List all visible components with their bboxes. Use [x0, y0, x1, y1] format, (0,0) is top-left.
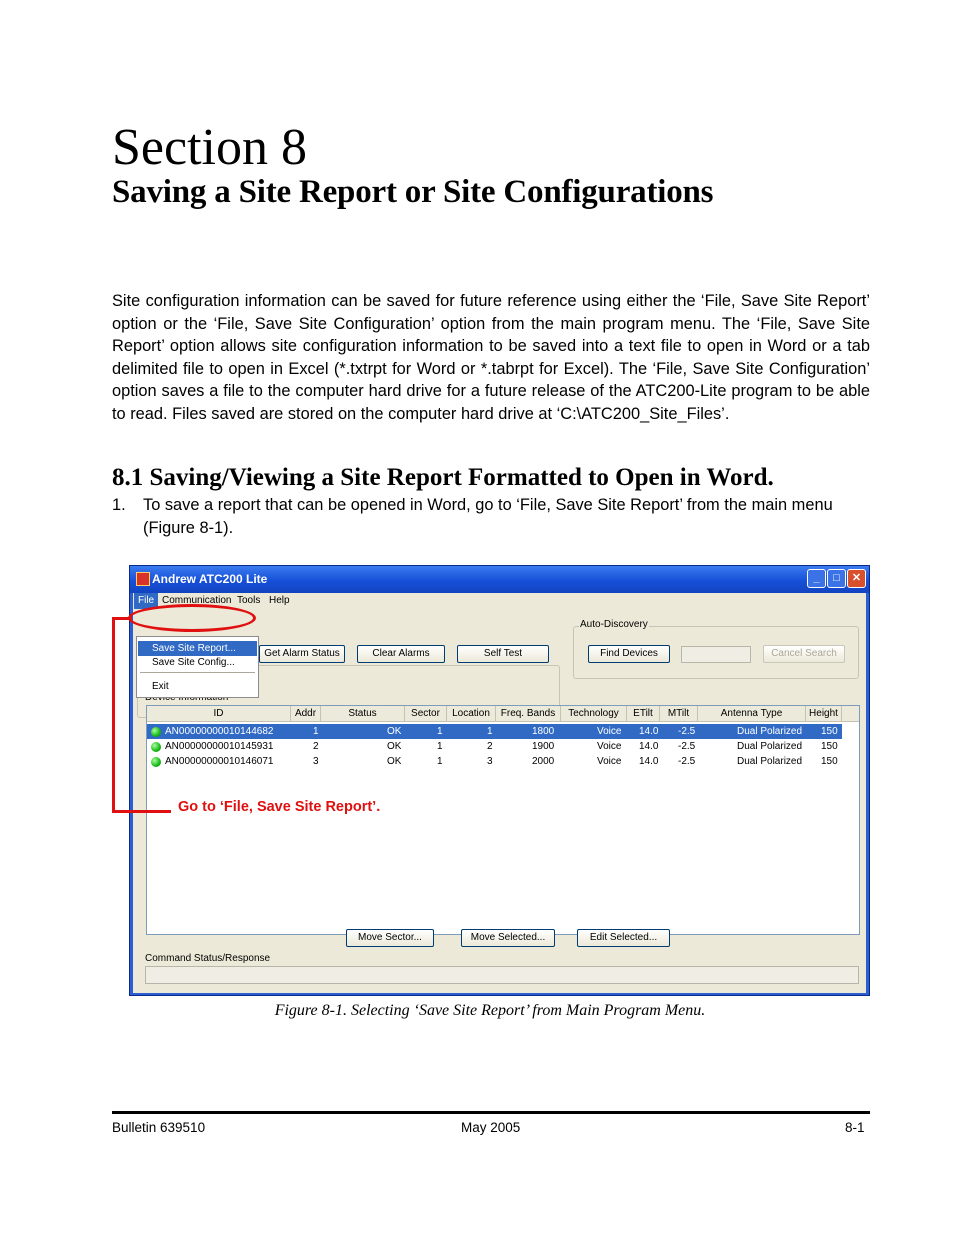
step-number: 1. [112, 496, 126, 514]
cell-status: OK [387, 726, 402, 737]
table-row[interactable] [147, 724, 842, 739]
command-status-label: Command Status/Response [145, 953, 271, 964]
cell-antenna: Dual Polarized [737, 756, 803, 767]
move-sector-button[interactable]: Move Sector... [346, 929, 434, 947]
col-mtilt[interactable]: MTilt [660, 706, 698, 722]
cell-etilt: 14.0 [639, 726, 659, 737]
highlight-ellipse [128, 604, 256, 632]
cell-addr: 1 [313, 726, 319, 737]
self-test-button[interactable]: Self Test [457, 645, 549, 663]
menu-help[interactable]: Help [269, 595, 290, 606]
cell-sector: 1 [437, 726, 443, 737]
cell-mtilt: -2.5 [678, 726, 696, 737]
cell-id: AN00000000010146071 [165, 756, 274, 767]
status-ok-icon [151, 757, 161, 767]
menu-communication[interactable]: Communication [162, 595, 232, 606]
cell-location: 1 [487, 726, 493, 737]
auto-discovery-label: Auto-Discovery [580, 619, 648, 630]
cell-mtilt: -2.5 [678, 756, 696, 767]
cell-antenna: Dual Polarized [737, 726, 803, 737]
command-status-field [145, 966, 859, 984]
cell-freq: 2000 [532, 756, 555, 767]
step-text: To save a report that can be opened in Word, go to ‘File, Save Site Report’ from the main menu (Figure 8-1). [143, 496, 833, 537]
cell-tech: Voice [597, 741, 622, 752]
menu-bar [133, 593, 866, 609]
cell-tech: Voice [597, 756, 622, 767]
move-selected-button[interactable]: Move Selected... [461, 929, 555, 947]
find-devices-button[interactable]: Find Devices [588, 645, 670, 663]
cell-etilt: 14.0 [639, 741, 659, 752]
menu-file[interactable]: File [134, 593, 158, 609]
col-location[interactable]: Location [447, 706, 496, 722]
section-subtitle: Saving a Site Report or Site Configurations [112, 174, 714, 210]
clear-alarms-button[interactable]: Clear Alarms [357, 645, 445, 663]
edit-selected-button[interactable]: Edit Selected... [577, 929, 670, 947]
col-antenna-type[interactable]: Antenna Type [698, 706, 806, 722]
table-row[interactable] [147, 739, 842, 754]
app-window [129, 565, 870, 996]
device-list-header [147, 706, 859, 722]
table-row[interactable] [147, 754, 842, 769]
title-bar [130, 566, 869, 593]
cell-location: 3 [487, 756, 493, 767]
col-addr[interactable]: Addr [291, 706, 321, 722]
cell-location: 2 [487, 741, 493, 752]
get-alarm-status-button[interactable]: Get Alarm Status [259, 645, 345, 663]
col-status[interactable]: Status [321, 706, 405, 722]
cell-addr: 3 [313, 756, 319, 767]
cell-height: 150 [821, 741, 838, 752]
footer-bulletin: Bulletin 639510 [112, 1120, 206, 1135]
device-list[interactable] [146, 705, 860, 935]
minimize-icon[interactable]: _ [807, 569, 826, 588]
maximize-icon[interactable]: □ [827, 569, 846, 588]
cell-etilt: 14.0 [639, 756, 659, 767]
figure-caption: Figure 8-1. Selecting ‘Save Site Report’ from Main Program Menu. [274, 1002, 706, 1019]
cell-status: OK [387, 741, 402, 752]
app-client-area [133, 593, 866, 993]
cell-id: AN00000000010145931 [165, 741, 274, 752]
col-freq-bands[interactable]: Freq. Bands [496, 706, 561, 722]
cell-mtilt: -2.5 [678, 741, 696, 752]
col-id[interactable]: ID [147, 706, 291, 722]
callout-line-bottom [112, 810, 171, 813]
file-dropdown-menu [136, 636, 259, 698]
menu-item-save-site-config[interactable]: Save Site Config... [152, 657, 235, 668]
app-title: Andrew ATC200 Lite [152, 572, 268, 586]
cell-freq: 1800 [532, 726, 555, 737]
cell-status: OK [387, 756, 402, 767]
cell-addr: 2 [313, 741, 319, 752]
menu-separator [140, 672, 255, 673]
status-ok-icon [151, 727, 161, 737]
callout-line-vertical [112, 617, 115, 813]
section-title: Section 8 [112, 119, 307, 176]
menu-item-exit[interactable]: Exit [152, 681, 169, 692]
col-sector[interactable]: Sector [405, 706, 447, 722]
close-icon[interactable]: ✕ [847, 569, 866, 588]
cell-antenna: Dual Polarized [737, 741, 803, 752]
status-ok-icon [151, 742, 161, 752]
subsection-heading: 8.1 Saving/Viewing a Site Report Formatted to Open in Word. [112, 464, 774, 491]
col-etilt[interactable]: ETilt [627, 706, 660, 722]
callout-text: Go to ‘File, Save Site Report’. [178, 799, 381, 815]
cell-id: AN00000000010144682 [165, 726, 274, 737]
intro-paragraph: Site configuration information can be saved for future reference using either the ‘File, Save Site Report’ option or the ‘File, Save Site Configuration’ option from the main program menu. The ‘File, Save Site Report’ option allows site configuration information to be saved into a text file to open in Word or a tab delimited file to open in Excel (*.txtrpt for Word or *.tabrpt for Excel). The ‘File, Save Site Configuration’ option saves a file to the computer hard drive for a future release of the ATC200-Lite program to be able to read. Files saved are stored on the computer hard drive at ‘C:\ATC200_Site_Files’. [112, 292, 870, 423]
cell-height: 150 [821, 726, 838, 737]
cell-height: 150 [821, 756, 838, 767]
discovery-input[interactable] [681, 646, 751, 663]
callout-line-top [112, 617, 132, 620]
footer-rule [112, 1111, 870, 1114]
col-technology[interactable]: Technology [561, 706, 627, 722]
cell-tech: Voice [597, 726, 622, 737]
cell-sector: 1 [437, 741, 443, 752]
menu-item-save-site-report[interactable]: Save Site Report... [138, 641, 257, 656]
footer-page-number: 8-1 [845, 1120, 865, 1135]
cell-freq: 1900 [532, 741, 555, 752]
app-logo-icon [136, 572, 150, 586]
footer-date: May 2005 [461, 1120, 521, 1135]
cancel-search-button[interactable]: Cancel Search [763, 645, 845, 663]
col-height[interactable]: Height [806, 706, 842, 722]
menu-tools[interactable]: Tools [237, 595, 261, 606]
cell-sector: 1 [437, 756, 443, 767]
